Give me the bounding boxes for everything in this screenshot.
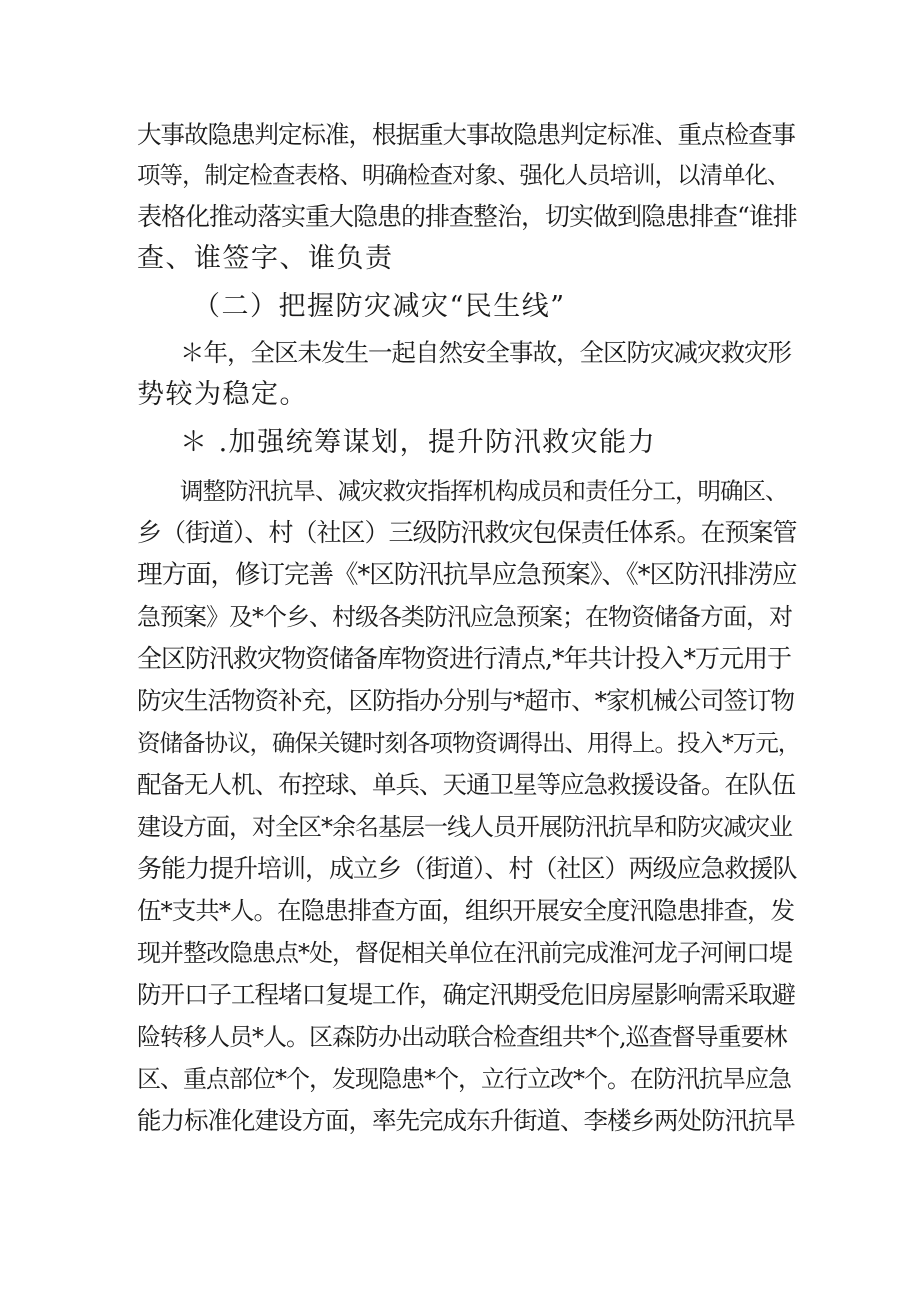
subsection-heading: ＊ .加强统筹谋划，提升防汛救灾能力 bbox=[180, 427, 657, 458]
text-line-6: ＊年，全区未发生一起自然安全事故，全区防灾减灾救灾形 bbox=[180, 338, 791, 367]
text-line-2: 项等，制定检查表格、明确检查对象、强化人员培训，以清单化、 bbox=[137, 161, 790, 189]
text-line-12: 急预案》及*个乡、村级各类防汛应急预案；在物资储备方面，对 bbox=[137, 603, 792, 631]
section-heading: （二）把握防灾减灾“民生线” bbox=[193, 291, 566, 322]
text-line-1: 大事故隐患判定标准，根据重大事故隐患判定标准、重点检查事 bbox=[137, 120, 795, 149]
text-line-16: 配备无人机、布控球、单兵、天通卫星等应急救援设备。在队伍 bbox=[137, 770, 795, 799]
text-line-20: 现并整改隐患点*处，督促相关单位在汛前完成淮河龙子河闸口堤 bbox=[137, 939, 792, 967]
text-line-15: 资储备协议，确保关键时刻各项物资调得出、用得上。投入*万元， bbox=[137, 729, 801, 757]
text-line-18: 务能力提升培训，成立乡（街道）、村（社区）两级应急救援队 bbox=[137, 854, 797, 883]
text-line-23: 区、重点部位*个，发现隐患*个，立行立改*个。在防汛抗旱应急 bbox=[137, 1065, 791, 1093]
text-line-17: 建设方面，对全区*余名基层一线人员开展防汛抗旱和防灾减灾业 bbox=[137, 813, 792, 841]
text-line-19: 伍*支共*人。在隐患排查方面，组织开展安全度汛隐患排查，发 bbox=[137, 896, 794, 925]
text-line-22: 险转移人员*人。区森防办出动联合检查组共*个,巡查督导重要林 bbox=[137, 1023, 787, 1051]
text-line-14: 防灾生活物资补充，区防指办分别与*超市、*家机械公司签订物 bbox=[137, 686, 794, 715]
text-line-7: 势较为稳定。 bbox=[137, 379, 308, 410]
text-line-13: 全区防汛救灾物资储备库物资进行清点,*年共计投入*万元用于 bbox=[137, 644, 791, 673]
text-line-3: 表格化推动落实重大隐患的排查整治，切实做到隐患排查“谁排 bbox=[137, 202, 797, 231]
text-line-11: 理方面，修订完善《*区防汛抗旱应急预案》、《*区防汛排涝应 bbox=[137, 560, 797, 590]
text-line-4: 查、谁签字、谁负责 bbox=[137, 243, 394, 274]
text-line-21: 防开口子工程堵口复堤工作，确定汛期受危旧房屋影响需采取避 bbox=[137, 980, 795, 1009]
text-line-9: 调整防汛抗旱、减灾救灾指挥机构成员和责任分工，明确区、 bbox=[180, 477, 788, 505]
text-line-10: 乡（街道）、村（社区）三级防汛救灾包保责任体系。在预案管 bbox=[137, 518, 797, 547]
text-line-24: 能力标准化建设方面，率先完成东升街道、李楼乡两处防汛抗旱 bbox=[137, 1106, 795, 1135]
